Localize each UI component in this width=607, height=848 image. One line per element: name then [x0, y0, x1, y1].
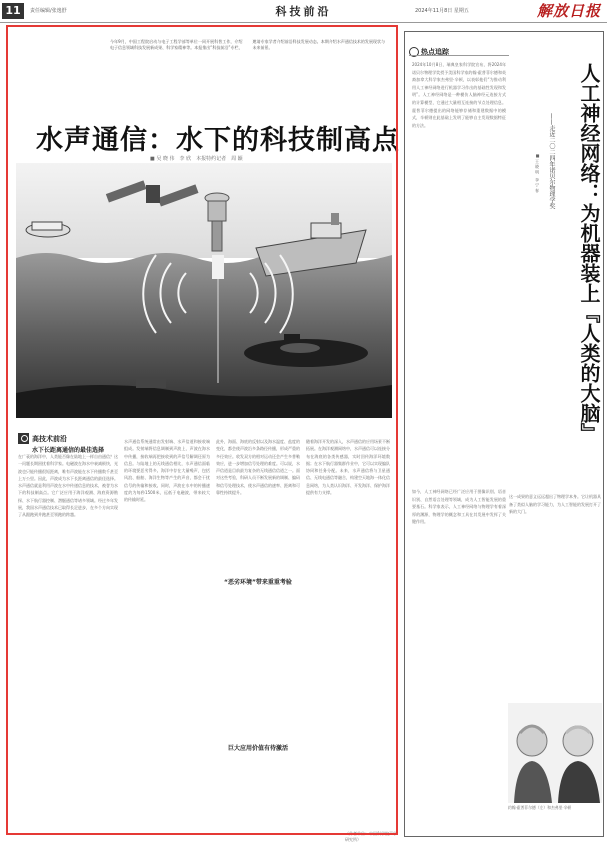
side-body-1: 2024年10月8日，瑞典皇家科学院宣布，将2024年诺贝尔物理学奖授予美国科学家约翰·霍普菲尔德和英裔加拿大科学家杰弗里·辛顿，以表彰他们“为推动利用人工神经网络进行机器学习作出的基础性发现和发明”。人工神经网络是一种模仿人脑神经元连接方式的计算模型，它通过大量相互连接的节点处理信息。霍普菲尔德提出的网络能够存储和重建数据中的模式，辛顿则在此基础上发明了能够自主发现数据特征的方法。: [412, 62, 506, 128]
underwater-communication-illustration: [16, 163, 392, 418]
tag-divider: [409, 55, 509, 56]
masthead-logo: 解放日报: [536, 2, 601, 20]
page-number: 11: [2, 3, 24, 19]
section-title: 科技前沿: [275, 5, 332, 18]
subheading-3: 巨大应用价值有待激活: [216, 743, 300, 752]
body-column-4: 随着海洋开发的深入，水声通信的应用场景不断拓展。在海洋观测网络中，水声通信可以连接分布在海底的各类传感器，实时回传海洋环境数据；在水下航行器集群作业中，它可以实现编队协同和任务分配。未来，水声通信将与卫星通信、无线电通信等融合，构建空天地海一体化信息网络，为人类认识海洋、开发海洋、保护海洋提供有力支撑。: [306, 439, 390, 496]
article-headline: 水声通信：水下的科技制高点: [36, 125, 400, 156]
editor-credit: 责任编辑/张逸舒: [30, 8, 67, 14]
side-headline: 人工神经网络：为机器装上『人类的大脑』: [577, 63, 601, 443]
issue-date: 2024年11月8日 星期五: [415, 8, 469, 14]
side-subtitle: ——走近二〇二四年诺贝尔物理学奖: [548, 113, 555, 209]
subheading-1: 水下长距离通信的最佳选择: [31, 447, 104, 454]
article-intro: 今年9月，中国工程院启动与电子工程学部等单位一同开展科普工作，介绍电子信息领域科技发展新成果、科学家精神等。本报推出“科技前沿”专栏，邀请专家学者介绍前沿科技发展动态。本期介绍水声通信技术的发展现状与未来前景。: [110, 39, 385, 51]
side-article: [404, 23, 607, 836]
author-credit: （作者单位：中国科学院声学研究所）: [345, 831, 397, 842]
side-body-3: 这一成果的意义远远超出了物理学本身。它让机器具备了类似人脑的学习能力，为人工智能的发展打开了新的大门。: [509, 494, 601, 515]
side-body-2: 如今，人工神经网络已经广泛应用于图像识别、语音识别、自然语言处理等领域，成为人工智能发展的重要基石。科学家表示，人工神经网络与物理学有着深厚的渊源，物理学的概念和工具在其发展中发挥了关键作用。: [412, 489, 506, 525]
column-tag: 热点追踪: [409, 41, 449, 60]
feature-article: [0, 23, 400, 842]
article-byline: ■ 吴 晓 伟 李 欣 本报特约记者 周 颖: [150, 156, 243, 162]
page-header: [0, 0, 607, 22]
side-byline: ■ 王 晓 明 李 宁 春: [535, 153, 540, 193]
section-heading: 高技术前沿: [18, 428, 67, 442]
body-column-3: 此外，海面、海底的反射以及海水温度、盐度的变化，都会使声波沿多条路径传播，形成严重的多径效应。收发双方的相对运动还会产生多普勒效应，进一步增加信号处理的难度。可以说，水声信道是目前最为复杂的无线通信信道之一。面对这些考验，科研人员不断发展新的调制、编码和信号处理技术，使水声通信的速率、距离和可靠性持续提升。: [216, 439, 300, 496]
body-column-1: 在广袤的海洋中，人类能否像在陆地上一样自由通信？这一问题长期困扰着科学家。电磁波在海水中衰减极快，光波也只能传播很短距离，唯有声波能在水下传播数千甚至上万公里。因此，声波成为水下长距离通信的最佳选择。水声通信就是利用声波在水中传递信息的技术，被誉为水下的科技制高点。它广泛应用于海洋观测、海底资源勘探、水下航行器控制、潜艇通信等诸多领域。经过多年发展，我国水声通信技术已取得长足进步，在多个方向实现了从跟跑到并跑甚至领跑的跨越。: [18, 454, 118, 518]
subheading-2: “恶劣环境”带来重重考验: [216, 577, 300, 586]
laureate-portraits: [508, 703, 602, 803]
body-column-2: 水声通信系统通常由发射端、水声信道和接收端组成。发射端将信息调制到声波上，声波在海水中传播，接收端再把接收到的声信号解调还原为信息。与陆地上的无线通信相比，水声通信面临的环境要恶劣得多。海洋中存在大量噪声，包括风浪、船舶、海洋生物等产生的声音，都会干扰信号的传输和接收。同时，声波在水中的传播速度约为每秒1500米，远低于电磁波，带来较大的传输时延。: [124, 439, 210, 503]
portrait-caption: 约翰·霍普菲尔德（左）和杰弗里·辛顿: [508, 805, 572, 810]
section-marker-icon: [18, 433, 29, 444]
